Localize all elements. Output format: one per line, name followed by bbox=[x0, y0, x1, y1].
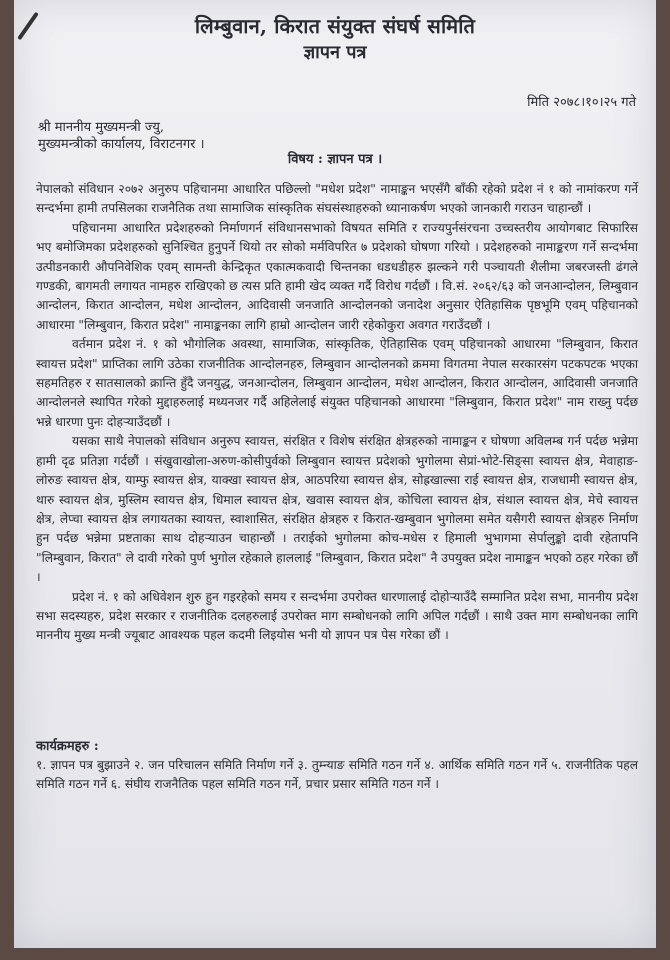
document-type: ज्ञापन पत्र bbox=[303, 42, 367, 63]
paragraph-2: पहिचानमा आधारित प्रदेशहरुको निर्माणगर्न संविधानसभाको विषयत समिति र राज्यपुर्नसंरचना उच्चस्तरीय आयोगबाट सिफारिस भए बमोजिमका प्रदेशहरुको सुनिश्चित हुनुपर्ने थियो तर सोको मर्मविपरित ७ प्रदेशको घोषणा गरियो । प्रदेशहरुको नामाङ्करण गर्ने सन्दर्भमा उत्पीडनकारी औपनिवेशिक एवम् सामन्ती केन्द्रिकृत एकात्मकवादी चिन्तनका धडधडीहरु झल्कने गरी पञ्चायती शैलीमा जबरजस्ती ढंगले गण्डकी, बागमती लगायत नामहरु राखिएको छ त्यस प्रति हामी खेद व्यक्त गर्दै विरोध गर्दछौं । वि.सं. २०६२/६३ को जनआन्दोलन, लिम्बुवान आन्दोलन, किरात आन्दोलन, मधेश आन्दोलन, आदिवासी जनजाति आन्दोलनको जनादेश अनुसार ऐतिहासिक पृष्ठभूमि एवम् पहिचानको आधारमा "लिम्बुवान, किरात प्रदेश" नामाङ्कनका लागि हाम्रो आन्दोलन जारी रहेकोकुरा अवगत गराउँदछौं । bbox=[36, 220, 638, 332]
document-date: मिति २०७८।१०।२५ गते bbox=[527, 95, 636, 110]
subject-line: विषय : ज्ञापन पत्र । bbox=[287, 152, 383, 167]
committee-title: लिम्बुवान, किरात संयुक्त संघर्ष समिति bbox=[194, 14, 476, 38]
letter-body bbox=[36, 180, 638, 646]
paragraph-5: प्रदेश नं. १ को अधिवेशन शुरु हुन गइरहेको समय र सन्दर्भमा उपरोक्त धारणालाई दोहोऱ्याउँदै सम्मानित प्रदेश सभा, माननीय प्रदेश सभा सदस्यहरु, प्रदेश सरकार र राजनीतिक दलहरुलाई उपरोक्त माग सम्बोधनको लागि अपिल गर्दछौं । साथै उक्त माग सम्बोधनका लागि माननीय मुख्य मन्त्री ज्यूबाट आवश्यक पहल कदमी लिइयोस भनी यो ज्ञापन पत्र पेस गरेका छौं । bbox=[36, 589, 638, 643]
paragraph-1: नेपालको संविधान २०७२ अनुरुप पहिचानमा आधारित पछिल्लो "मधेश प्रदेश" नामाङ्कन भएसँगै बाँकी रहेको प्रदेश नं १ को नामांकरण गर्ने सन्दर्भमा हामी तपसिलका राजनैतिक तथा सामाजिक सांस्कृतिक संघसंस्थाहरुको ध्यानाकर्षण भएको जानकारी गराउन चाहान्छौं । bbox=[36, 182, 638, 216]
paragraph-4: यसका साथै नेपालको संविधान अनुरुप स्वायत्त, संरक्षित र विशेष संरक्षित क्षेत्रहरुको नामाङ्कन र घोषणा अविलम्ब गर्न पर्दछ भन्नेमा हामी दृढ प्रतिज्ञा गर्दछौं । संखुवाखोला-अरुण-कोसीपुर्वको लिम्बुवान स्वायत्त प्रदेशको भुगोलमा सेप्रां-भोटे-सिङ्सा स्वायत्त क्षेत्र, मेवाहाङ-लोरुङ स्वायत्त क्षेत्र, याम्फु स्वायत्त क्षेत्र, याक्खा स्वायत्त क्षेत्र, आठपरिया स्वायत्त क्षेत्र, सोह्रखाल्सा राई स्वायत्त क्षेत्र, राजधामी स्वायत्त क्षेत्र, थारु स्वायत्त क्षेत्र, मुस्लिम स्वायत्त क्षेत्र, धिमाल स्वायत्त क्षेत्र, खवास स्वायत्त क्षेत्र, कोचिला स्वायत्त क्षेत्र, संथाल स्वायत्त क्षेत्र, मेचे स्वायत्त क्षेत्र, लेप्चा स्वायत्त क्षेत्र लगायतका स्वायत्त, स्वाशासित, संरक्षित क्षेत्रहरु र किरात-खम्बुवान भुगोलमा समेत यसैगरी स्वायत्त क्षेत्रहरु निर्माण हुन पर्दछ भन्नेमा प्रष्टताका साथ दोहऱ्याउन चाहान्छौं । तराईको भुगोलमा कोच-मधेस र हिमाली भुभागमा सेर्पालुङ्को दावी रहेतापनि "लिम्बुवान, किरात" ले दावी गरेको पुर्ण भुगोल रहेकाले हाललाई "लिम्बुवान, किरात प्रदेश" नै उपयुक्त प्रदेश नामाङ्कन भएको ठहर गरेका छौं । bbox=[36, 434, 638, 585]
paragraph-3: वर्तमान प्रदेश नं. १ को भौगोलिक अवस्था, सामाजिक, सांस्कृतिक, ऐतिहासिक एवम् पहिचानको आधारमा "लिम्बुवान, किरात स्वायत्त प्रदेश" प्राप्तिका लागि उठेका राजनीतिक आन्दोलनहरु, लिम्बुवान आन्दोलनको क्रममा विगतमा नेपाल सरकारसंग पटकपटक भएका सहमतिहरु र सातसालको क्रान्ति हुँदै जनयुद्ध, जनआन्दोलन, लिम्बुवान आन्दोलन, मधेश आन्दोलन, किरात आन्दोलन, आदिवासी जनजाति आन्दोलनले स्थापित गरेको मुद्दाहरुलाई मध्यनजर गर्दै अहिलेलाई संयुक्त पहिचानको आधारमा "लिम्बुवान, किरात प्रदेश" नाम राख्नु पर्दछ भन्ने धारणा पुनः दोहऱ्याउँदछौं । bbox=[36, 337, 638, 429]
program-list: १. ज्ञापन पत्र बुझाउने २. जन परिचालन समिति निर्माण गर्ने ३. तुम्न्याङ समिति गठन गर्ने ४. आर्थिक समिति गठन गर्ने ५. राजनीतिक पहल समिति गठन गर्ने ६. संघीय राजनैतिक पहल समिति गठन गर्ने, प्रचार प्रसार समिति गठन गर्ने । bbox=[36, 758, 638, 792]
recipient-name: श्री माननीय मुख्यमन्त्री ज्यु, bbox=[38, 120, 165, 135]
recipient-office: मुख्यमन्त्रीको कार्यालय, विराटनगर । bbox=[38, 137, 205, 152]
program-heading: कार्यक्रमहरु : bbox=[36, 739, 99, 754]
